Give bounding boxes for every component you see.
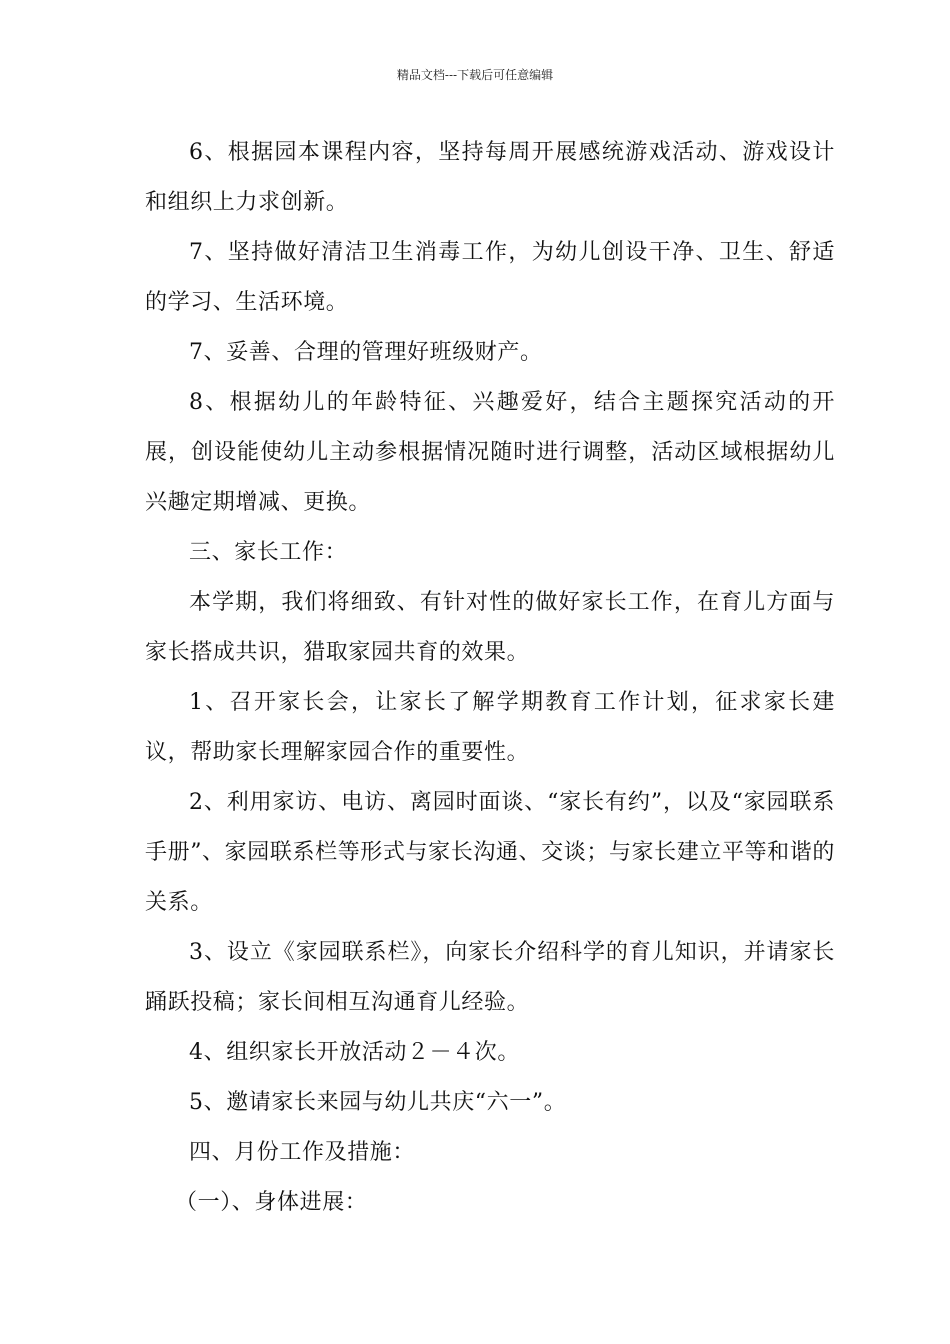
paragraph-parent-intro: 本学期，我们将细致、有针对性的做好家长工作，在育儿方面与家长搭成共识，猎取家园共育的效果。 — [145, 590, 835, 665]
paragraph-item-4-open-activity: 4、组织家长开放活动２－４次。 — [189, 1040, 520, 1065]
section-heading-monthly-work: 四、月份工作及措施： — [189, 1140, 416, 1165]
subsection-heading-physical: （一）、身体进展： — [175, 1190, 368, 1215]
paragraph-item-5-celebration: 5、邀请家长来园与幼儿共庆“六一”。 — [189, 1090, 567, 1115]
paragraph-item-7-property: 7、妥善、合理的管理好班级财产。 — [189, 340, 543, 365]
header-note: 精品文档---下载后可任意编辑 — [396, 68, 554, 82]
paragraph-item-3-bulletin: 3、设立《家园联系栏》，向家长介绍科学的育儿知识，并请家长踊跃投稿；家长间相互沟通育儿经验。 — [145, 940, 835, 1015]
paragraph-item-2-communication: 2、利用家访、电访、离园时面谈、“家长有约”，以及“家园联系手册”、家园联系栏等形式与家长沟通、交谈；与家长建立平等和谐的关系。 — [145, 790, 835, 915]
paragraph-item-1-meeting: 1、召开家长会，让家长了解学期教育工作计划，征求家长建议，帮助家长理解家园合作的重要性。 — [145, 690, 835, 765]
section-heading-parent-work: 三、家长工作： — [189, 540, 348, 565]
paragraph-item-8-areas: 8、根据幼儿的年龄特征、兴趣爱好，结合主题探究活动的开展，创设能使幼儿主动参根据情况随时进行调整，活动区域根据幼儿兴趣定期增减、更换。 — [145, 390, 835, 515]
document-body — [145, 128, 835, 1228]
paragraph-item-6-activities: 6、根据园本课程内容，坚持每周开展感统游戏活动、游戏设计和组织上力求创新。 — [145, 140, 835, 215]
paragraph-item-7-hygiene: 7、坚持做好清洁卫生消毒工作，为幼儿创设干净、卫生、舒适的学习、生活环境。 — [145, 240, 835, 315]
